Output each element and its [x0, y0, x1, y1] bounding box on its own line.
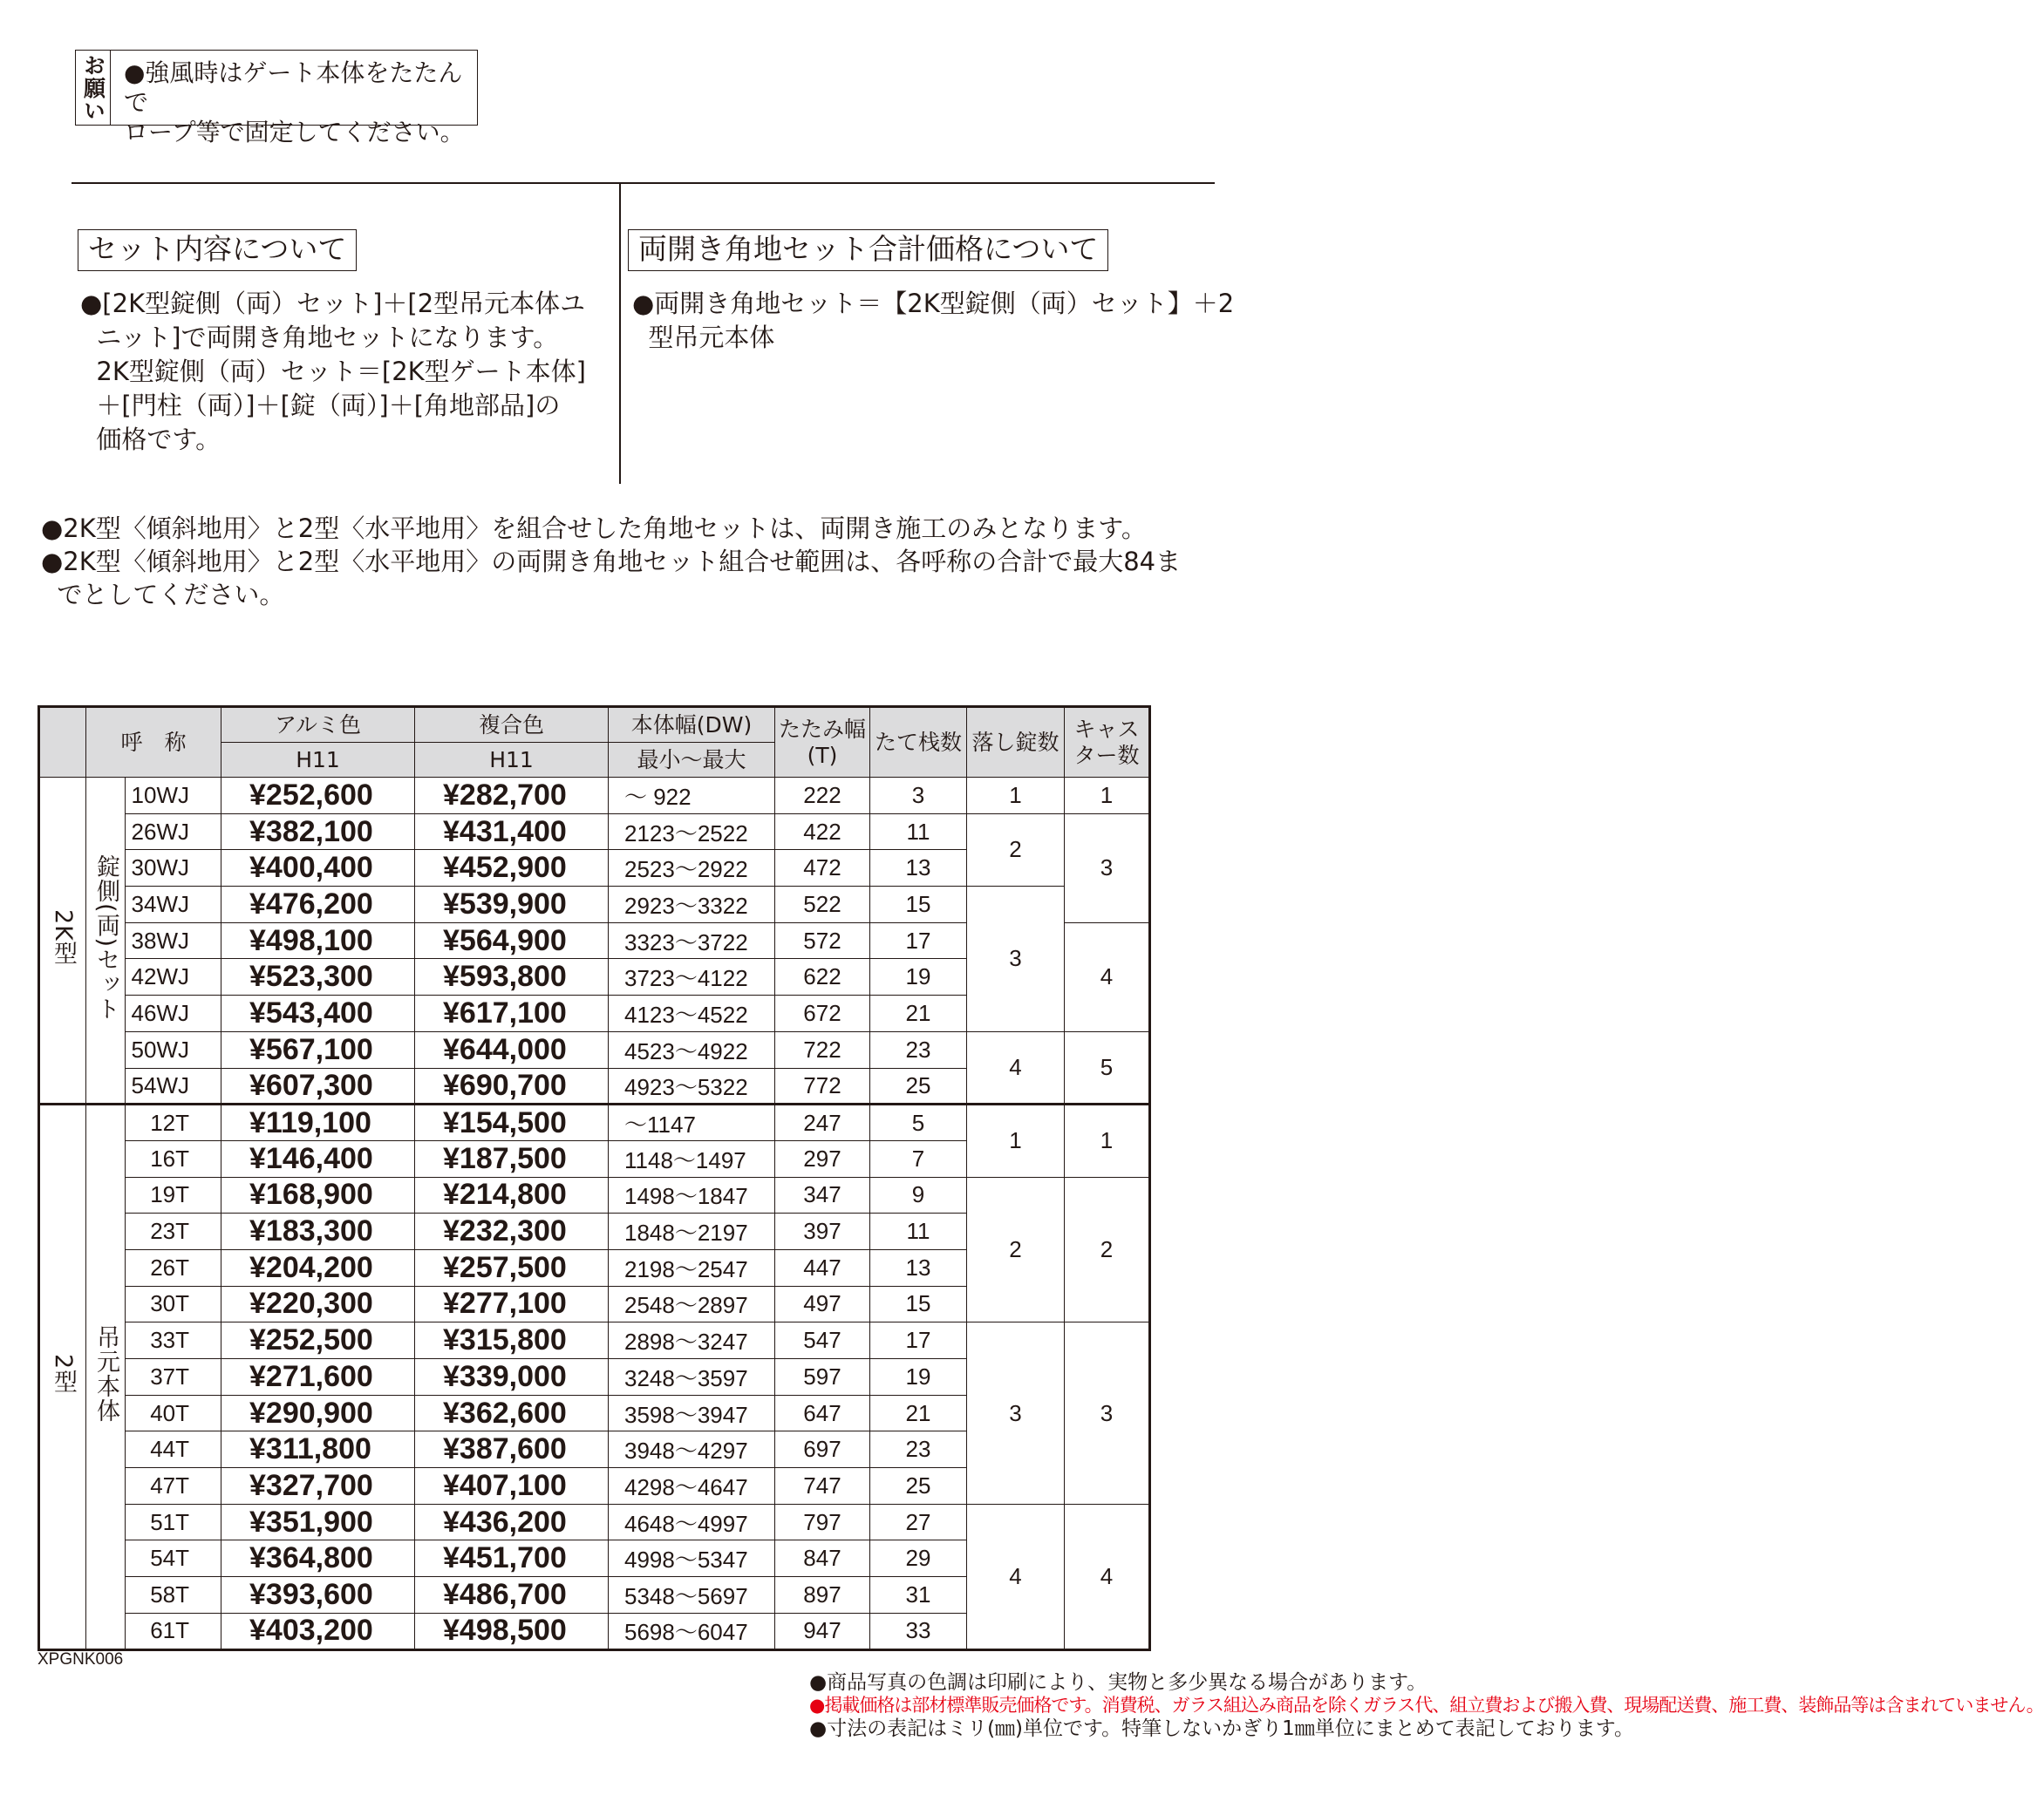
model-name-cell: 26WJ: [126, 813, 221, 850]
body-width-cell: 3323～3722: [609, 922, 775, 959]
alumi-price-cell: ¥252,600: [221, 778, 415, 814]
vertical-bars-cell: 33: [870, 1613, 967, 1649]
vertical-bars-cell: 23: [870, 1031, 967, 1068]
alumi-price-cell: ¥252,500: [221, 1322, 415, 1359]
alumi-price-cell: ¥498,100: [221, 922, 415, 959]
composite-price-cell: ¥277,100: [415, 1286, 609, 1322]
table-row: [39, 1105, 1150, 1141]
vertical-bars-cell: 23: [870, 1431, 967, 1468]
alumi-price-cell: ¥476,200: [221, 887, 415, 923]
header-corner: [39, 707, 86, 778]
alumi-price-cell: ¥351,900: [221, 1504, 415, 1540]
model-name-cell: 34WJ: [126, 887, 221, 923]
vertical-bars-cell: 13: [870, 1249, 967, 1286]
model-name-cell: 30T: [126, 1286, 221, 1322]
header-alumi: アルミ色: [221, 707, 415, 743]
header-alumi-sub: H11: [221, 743, 415, 778]
body-width-cell: 4123～4522: [609, 996, 775, 1032]
model-name-cell: 16T: [126, 1140, 221, 1177]
model-name-cell: 47T: [126, 1468, 221, 1505]
casters-cell: 4: [1065, 922, 1150, 1031]
vertical-bars-cell: 9: [870, 1177, 967, 1214]
alumi-price-cell: ¥523,300: [221, 959, 415, 996]
casters-cell: 2: [1065, 1177, 1150, 1322]
body-width-cell: 1848～2197: [609, 1214, 775, 1250]
body-width-cell: 1498～1847: [609, 1177, 775, 1214]
folded-width-cell: 222: [775, 778, 870, 814]
model-name-cell: 40T: [126, 1395, 221, 1431]
vertical-bars-cell: 27: [870, 1504, 967, 1540]
drop-locks-cell: 3: [967, 1322, 1065, 1504]
body-width-cell: 2548～2897: [609, 1286, 775, 1322]
table-row: [39, 1177, 1150, 1214]
model-name-cell: 61T: [126, 1613, 221, 1649]
folded-width-cell: 572: [775, 922, 870, 959]
body-width-cell: 3948～4297: [609, 1431, 775, 1468]
composite-price-cell: ¥644,000: [415, 1031, 609, 1068]
composite-price-cell: ¥154,500: [415, 1105, 609, 1141]
folded-width-cell: 772: [775, 1068, 870, 1105]
alumi-price-cell: ¥393,600: [221, 1577, 415, 1614]
folded-width-cell: 897: [775, 1577, 870, 1614]
composite-price-cell: ¥451,700: [415, 1540, 609, 1577]
body-width-cell: 2198～2547: [609, 1249, 775, 1286]
model-name-cell: 50WJ: [126, 1031, 221, 1068]
footnote: ●寸法の表記はミリ(㎜)単位です。特筆しないかぎり1㎜単位にまとめて表記しております。: [809, 1717, 1634, 1740]
model-name-cell: 30WJ: [126, 850, 221, 887]
subtype-label-text: 吊元本体: [92, 1324, 119, 1423]
composite-price-cell: ¥315,800: [415, 1322, 609, 1359]
composite-price-cell: ¥387,600: [415, 1431, 609, 1468]
model-name-cell: 37T: [126, 1359, 221, 1396]
casters-cell: 1: [1065, 778, 1150, 814]
vertical-bars-cell: 25: [870, 1468, 967, 1505]
model-name-cell: 54T: [126, 1540, 221, 1577]
vertical-bars-cell: 29: [870, 1540, 967, 1577]
model-name-cell: 33T: [126, 1322, 221, 1359]
table-row: [39, 1322, 1150, 1359]
section-divider-vertical: [619, 182, 621, 484]
model-name-cell: 42WJ: [126, 959, 221, 996]
vertical-bars-cell: 11: [870, 1214, 967, 1250]
vertical-bars-cell: 17: [870, 922, 967, 959]
folded-width-cell: 697: [775, 1431, 870, 1468]
drop-locks-cell: 4: [967, 1504, 1065, 1649]
notice-label: [76, 51, 111, 125]
model-name-cell: 51T: [126, 1504, 221, 1540]
model-name-cell: 38WJ: [126, 922, 221, 959]
folded-width-cell: 472: [775, 850, 870, 887]
folded-width-cell: 347: [775, 1177, 870, 1214]
subtype-label-text: 錠側(両)セット: [92, 853, 119, 1021]
composite-price-cell: ¥257,500: [415, 1249, 609, 1286]
header-drop-locks: 落し錠数: [967, 707, 1065, 778]
body-width-cell: 4523～4922: [609, 1031, 775, 1068]
folded-width-cell: 547: [775, 1322, 870, 1359]
alumi-price-cell: ¥364,800: [221, 1540, 415, 1577]
composite-price-cell: ¥339,000: [415, 1359, 609, 1396]
footnote: ●掲載価格は部材標準販売価格です。消費税、ガラス組込み商品を除くガラス代、組立費および搬入費、現場配送費、施工費、装飾品等は含まれていません。: [809, 1695, 2044, 1716]
vertical-bars-cell: 21: [870, 996, 967, 1032]
folded-width-cell: 947: [775, 1613, 870, 1649]
alumi-price-cell: ¥220,300: [221, 1286, 415, 1322]
table-row: [39, 887, 1150, 923]
alumi-price-cell: ¥183,300: [221, 1214, 415, 1250]
alumi-price-cell: ¥290,900: [221, 1395, 415, 1431]
notice-text: ●強風時はゲート本体をたたんで ロープ等で固定してください。: [124, 58, 465, 146]
folded-width-cell: 722: [775, 1031, 870, 1068]
body-width-cell: 5348～5697: [609, 1577, 775, 1614]
table-row: [39, 1031, 1150, 1068]
composite-price-cell: ¥232,300: [415, 1214, 609, 1250]
body-width-cell: 3248～3597: [609, 1359, 775, 1396]
vertical-bars-cell: 13: [870, 850, 967, 887]
body-width-cell: 4648～4997: [609, 1504, 775, 1540]
vertical-bars-cell: 25: [870, 1068, 967, 1105]
price-table: [37, 705, 1151, 1651]
vertical-bars-cell: 21: [870, 1395, 967, 1431]
header-width-sub: 最小～最大: [609, 743, 775, 778]
folded-width-cell: 297: [775, 1140, 870, 1177]
composite-price-cell: ¥690,700: [415, 1068, 609, 1105]
type-label-text: 2K型: [50, 908, 77, 966]
vertical-bars-cell: 11: [870, 813, 967, 850]
type-label: [39, 1105, 86, 1649]
alumi-price-cell: ¥311,800: [221, 1431, 415, 1468]
total-price-heading: 両開き角地セット合計価格について: [628, 229, 1108, 271]
model-name-cell: 58T: [126, 1577, 221, 1614]
composite-price-cell: ¥486,700: [415, 1577, 609, 1614]
header-folded-width: たたみ幅 (T): [775, 707, 870, 778]
alumi-price-cell: ¥403,200: [221, 1613, 415, 1649]
drop-locks-cell: 1: [967, 1105, 1065, 1177]
set-contents-heading: セット内容について: [78, 229, 357, 271]
table-row: [39, 813, 1150, 850]
folded-width-cell: 747: [775, 1468, 870, 1505]
model-name-cell: 44T: [126, 1431, 221, 1468]
model-name-cell: 26T: [126, 1249, 221, 1286]
folded-width-cell: 422: [775, 813, 870, 850]
price-table-body: [39, 778, 1150, 1650]
alumi-price-cell: ¥146,400: [221, 1140, 415, 1177]
alumi-price-cell: ¥607,300: [221, 1068, 415, 1105]
vertical-bars-cell: 17: [870, 1322, 967, 1359]
composite-price-cell: ¥617,100: [415, 996, 609, 1032]
notice-label-text: お願い: [80, 53, 106, 122]
folded-width-cell: 647: [775, 1395, 870, 1431]
header-composite: 複合色: [415, 707, 609, 743]
header-composite-sub: H11: [415, 743, 609, 778]
alumi-price-cell: ¥119,100: [221, 1105, 415, 1141]
vertical-bars-cell: 31: [870, 1577, 967, 1614]
model-name-cell: 23T: [126, 1214, 221, 1250]
composite-price-cell: ¥362,600: [415, 1395, 609, 1431]
type-label: [39, 778, 86, 1105]
drop-locks-cell: 1: [967, 778, 1065, 814]
footnote: ●商品写真の色調は印刷により、実物と多少異なる場合があります。: [809, 1671, 1427, 1694]
body-width-cell: 4998～5347: [609, 1540, 775, 1577]
casters-cell: 3: [1065, 813, 1150, 922]
composite-price-cell: ¥452,900: [415, 850, 609, 887]
body-width-cell: 3723～4122: [609, 959, 775, 996]
set-contents-text: ●[2K型錠側（両）セット]＋[2型吊元本体ユ ニット]で両開き角地セットになります。 2K型錠側（両）セット＝[2K型ゲート本体] ＋[門柱（両）]＋[錠（両）]＋[角地部品]の 価格です。: [80, 289, 587, 454]
composite-price-cell: ¥593,800: [415, 959, 609, 996]
notice-box: [75, 50, 478, 146]
body-width-cell: ～1147: [609, 1105, 775, 1141]
table-row: [39, 1504, 1150, 1540]
alumi-price-cell: ¥204,200: [221, 1249, 415, 1286]
table-row: [39, 778, 1150, 814]
alumi-price-cell: ¥382,100: [221, 813, 415, 850]
header-width: 本体幅(DW): [609, 707, 775, 743]
casters-cell: 4: [1065, 1504, 1150, 1649]
vertical-bars-cell: 15: [870, 887, 967, 923]
combination-notes: ●2K型〈傾斜地用〉と2型〈水平地用〉を組合せした角地セットは、両開き施工のみとなります。 ●2K型〈傾斜地用〉と2型〈水平地用〉の両開き角地セット組合せ範囲は、各呼称の合計で最大84ま でとしてください。: [41, 513, 1182, 609]
body-width-cell: 2898～3247: [609, 1322, 775, 1359]
folded-width-cell: 247: [775, 1105, 870, 1141]
folded-width-cell: 447: [775, 1249, 870, 1286]
vertical-bars-cell: 3: [870, 778, 967, 814]
casters-cell: 5: [1065, 1031, 1150, 1104]
alumi-price-cell: ¥543,400: [221, 996, 415, 1032]
composite-price-cell: ¥214,800: [415, 1177, 609, 1214]
folded-width-cell: 397: [775, 1214, 870, 1250]
model-name-cell: 54WJ: [126, 1068, 221, 1105]
drop-locks-cell: 2: [967, 813, 1065, 886]
composite-price-cell: ¥436,200: [415, 1504, 609, 1540]
product-code: XPGNK006: [37, 1650, 124, 1669]
vertical-bars-cell: 5: [870, 1105, 967, 1141]
folded-width-cell: 672: [775, 996, 870, 1032]
section-divider-horizontal: [72, 182, 1215, 184]
body-width-cell: 4923～5322: [609, 1068, 775, 1105]
alumi-price-cell: ¥567,100: [221, 1031, 415, 1068]
body-width-cell: 3598～3947: [609, 1395, 775, 1431]
body-width-cell: 1148～1497: [609, 1140, 775, 1177]
drop-locks-cell: 4: [967, 1031, 1065, 1104]
total-price-text: ●両開き角地セット＝【2K型錠側（両）セット】＋2 型吊元本体: [632, 289, 1235, 352]
casters-cell: 3: [1065, 1322, 1150, 1504]
header-vertical-bars: たて栈数: [870, 707, 967, 778]
model-name-cell: 12T: [126, 1105, 221, 1141]
folded-width-cell: 497: [775, 1286, 870, 1322]
folded-width-cell: 797: [775, 1504, 870, 1540]
body-width-cell: ～ 922: [609, 778, 775, 814]
composite-price-cell: ¥407,100: [415, 1468, 609, 1505]
subtype-label: [86, 778, 126, 1105]
drop-locks-cell: 2: [967, 1177, 1065, 1322]
alumi-price-cell: ¥271,600: [221, 1359, 415, 1396]
model-name-cell: 19T: [126, 1177, 221, 1214]
folded-width-cell: 522: [775, 887, 870, 923]
body-width-cell: 2923～3322: [609, 887, 775, 923]
header-name: 呼 称: [86, 707, 221, 778]
alumi-price-cell: ¥327,700: [221, 1468, 415, 1505]
vertical-bars-cell: 19: [870, 1359, 967, 1396]
vertical-bars-cell: 19: [870, 959, 967, 996]
folded-width-cell: 847: [775, 1540, 870, 1577]
composite-price-cell: ¥187,500: [415, 1140, 609, 1177]
casters-cell: 1: [1065, 1105, 1150, 1177]
composite-price-cell: ¥431,400: [415, 813, 609, 850]
body-width-cell: 2123～2522: [609, 813, 775, 850]
header-casters: キャス ター数: [1065, 707, 1150, 778]
folded-width-cell: 597: [775, 1359, 870, 1396]
vertical-bars-cell: 7: [870, 1140, 967, 1177]
alumi-price-cell: ¥400,400: [221, 850, 415, 887]
vertical-bars-cell: 15: [870, 1286, 967, 1322]
body-width-cell: 4298～4647: [609, 1468, 775, 1505]
body-width-cell: 2523～2922: [609, 850, 775, 887]
composite-price-cell: ¥564,900: [415, 922, 609, 959]
composite-price-cell: ¥539,900: [415, 887, 609, 923]
drop-locks-cell: 3: [967, 887, 1065, 1032]
model-name-cell: 46WJ: [126, 996, 221, 1032]
composite-price-cell: ¥498,500: [415, 1613, 609, 1649]
body-width-cell: 5698～6047: [609, 1613, 775, 1649]
composite-price-cell: ¥282,700: [415, 778, 609, 814]
model-name-cell: 10WJ: [126, 778, 221, 814]
subtype-label: [86, 1105, 126, 1649]
alumi-price-cell: ¥168,900: [221, 1177, 415, 1214]
type-label-text: 2型: [50, 1353, 77, 1394]
folded-width-cell: 622: [775, 959, 870, 996]
